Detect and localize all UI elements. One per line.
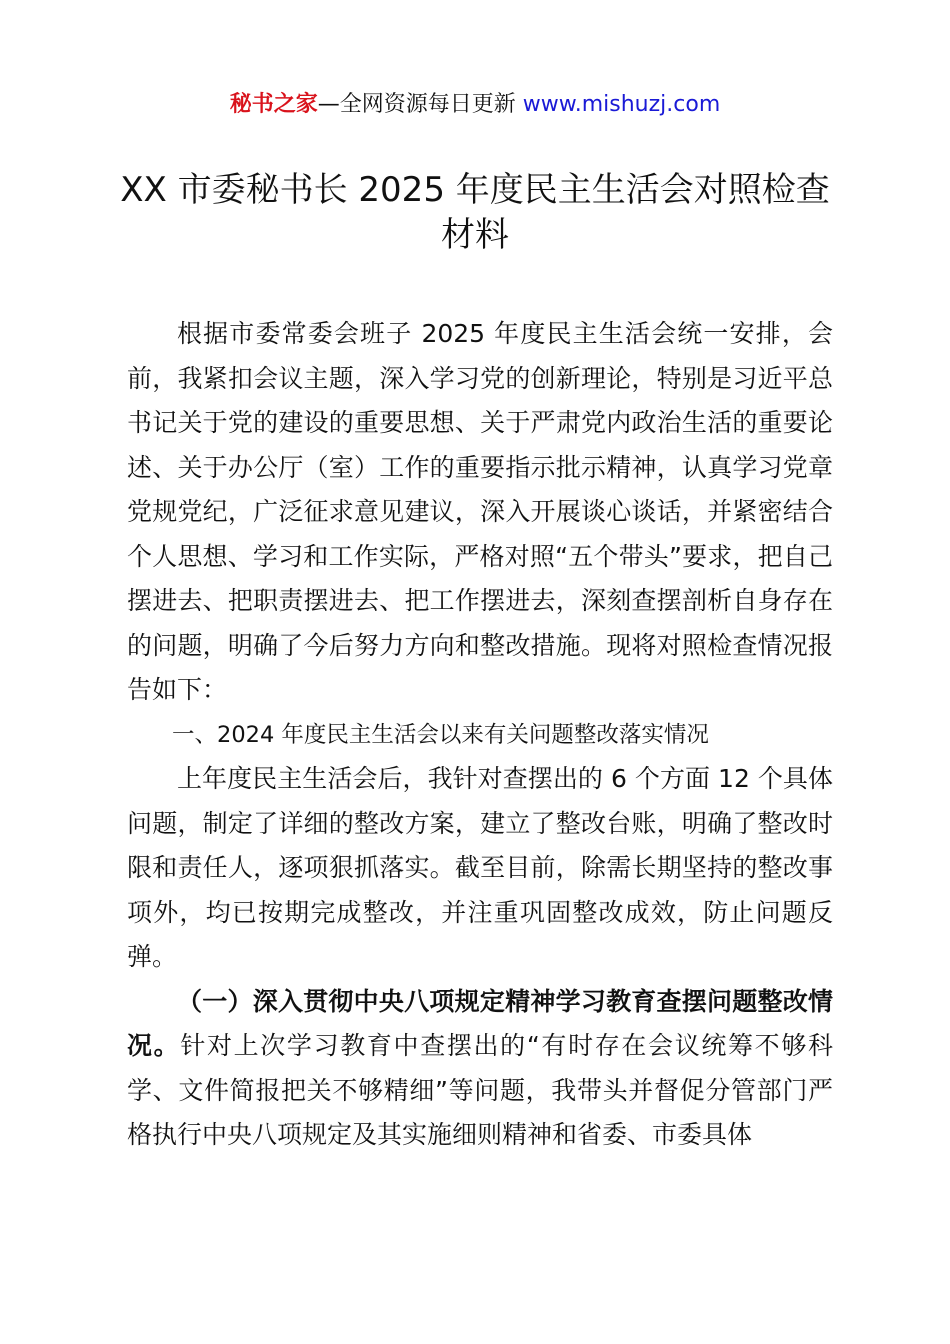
subsection-paragraph	[127, 980, 833, 1158]
document-title: XX 市委秘书长 2025 年度民主生活会对照检查材料	[120, 170, 830, 255]
subsection-text: 针对上次学习教育中查摆出的“有时存在会议统筹不够科学、文件简报把关不够精细”等问题，我带头并督促分管部门严格执行中央八项规定及其实施细则精神和省委、市委具体	[127, 1031, 833, 1149]
site-url-link[interactable]: www.mishuzj.com	[522, 92, 721, 117]
site-header	[0, 88, 950, 122]
document-body	[127, 312, 833, 1158]
intro-paragraph: 根据市委常委会班子 2025 年度民主生活会统一安排，会前，我紧扣会议主题，深入学习党的创新理论，特别是习近平总书记关于党的建设的重要思想、关于严肃党内政治生活的重要论述、关于办公厅（室）工作的重要指示批示精神，认真学习党章党规党纪，广泛征求意见建议，深入开展谈心谈话，并紧密结合个人思想、学习和工作实际，严格对照“五个带头”要求，把自己摆进去、把职责摆进去、把工作摆进去，深刻查摆剖析自身存在的问题，明确了今后努力方向和整改措施。现将对照检查情况报告如下：	[127, 319, 833, 704]
rectification-paragraph: 上年度民主生活会后，我针对查摆出的 6 个方面 12 个具体问题，制定了详细的整改方案，建立了整改台账，明确了整改时限和责任人，逐项狠抓落实。截至目前，除需长期坚持的整改事项外，均已按期完成整改，并注重巩固整改成效，防止问题反弹。	[127, 764, 833, 971]
section-heading: 一、2024 年度民主生活会以来有关问题整改落实情况	[172, 721, 709, 748]
site-brand: 秘书之家	[229, 92, 318, 117]
subsection-heading: （一）深入贯彻中央八项规定精神学习教育查摆问题整改情况。	[127, 986, 833, 1060]
site-slogan: —全网资源每日更新	[317, 92, 516, 117]
